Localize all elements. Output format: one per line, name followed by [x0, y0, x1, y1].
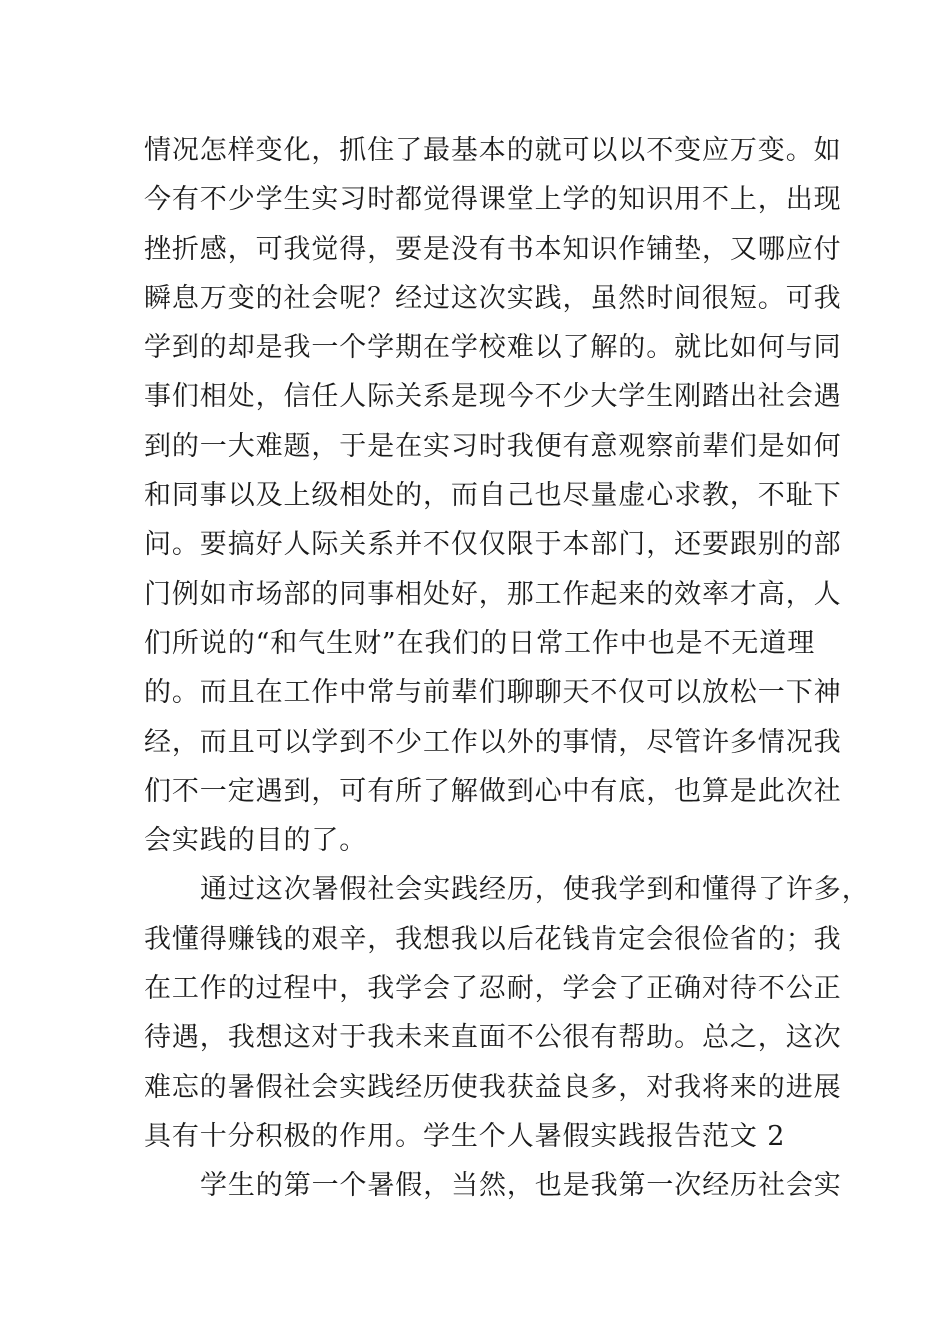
text-line: 的。而且在工作中常与前辈们聊聊天不仅可以放松一下神	[144, 677, 842, 709]
text-line: 门例如市场部的同事相处好，那工作起来的效率才高，人	[144, 578, 842, 610]
text-line: 难忘的暑假社会实践经历使我获益良多，对我将来的进展	[144, 1071, 842, 1103]
body-text	[144, 131, 870, 1216]
text-line: 和同事以及上级相处的，而自己也尽量虚心求教，不耻下	[144, 480, 842, 512]
text-line: 们所说的“和气生财”在我们的日常工作中也是不无道理	[144, 627, 816, 659]
text-line: 具有十分积极的作用。学生个人暑假实践报告范文 2	[144, 1120, 786, 1152]
text-line: 到的一大难题，于是在实习时我便有意观察前辈们是如何	[144, 430, 842, 462]
text-line: 在工作的过程中，我学会了忍耐，学会了正确对待不公正	[144, 973, 842, 1005]
paragraph-start-line: 学生的第一个暑假，当然，也是我第一次经历社会实	[200, 1170, 842, 1202]
paragraph-start-line: 通过这次暑假社会实践经历，使我学到和懂得了许多，	[200, 874, 870, 906]
text-line: 我懂得赚钱的艰辛，我想我以后花钱肯定会很俭省的；我	[144, 923, 842, 955]
text-line: 今有不少学生实习时都觉得课堂上学的知识用不上，出现	[144, 184, 842, 216]
text-line: 挫折感，可我觉得，要是没有书本知识作铺垫，又哪应付	[144, 233, 842, 265]
text-line: 学到的却是我一个学期在学校难以了解的。就比如何与同	[144, 332, 842, 364]
text-line: 经，而且可以学到不少工作以外的事情，尽管许多情况我	[144, 726, 842, 758]
text-line: 情况怎样变化，抓住了最基本的就可以以不变应万变。如	[144, 135, 842, 166]
text-line: 事们相处，信任人际关系是现今不少大学生刚踏出社会遇	[144, 381, 842, 413]
text-line: 问。要搞好人际关系并不仅仅限于本部门，还要跟别的部	[144, 529, 842, 561]
text-line: 会实践的目的了。	[144, 825, 368, 857]
text-line: 瞬息万变的社会呢？经过这次实践，虽然时间很短。可我	[144, 282, 842, 314]
text-line: 待遇，我想这对于我未来直面不公很有帮助。总之，这次	[144, 1022, 842, 1054]
text-line: 们不一定遇到，可有所了解做到心中有底，也算是此次社	[144, 775, 842, 807]
